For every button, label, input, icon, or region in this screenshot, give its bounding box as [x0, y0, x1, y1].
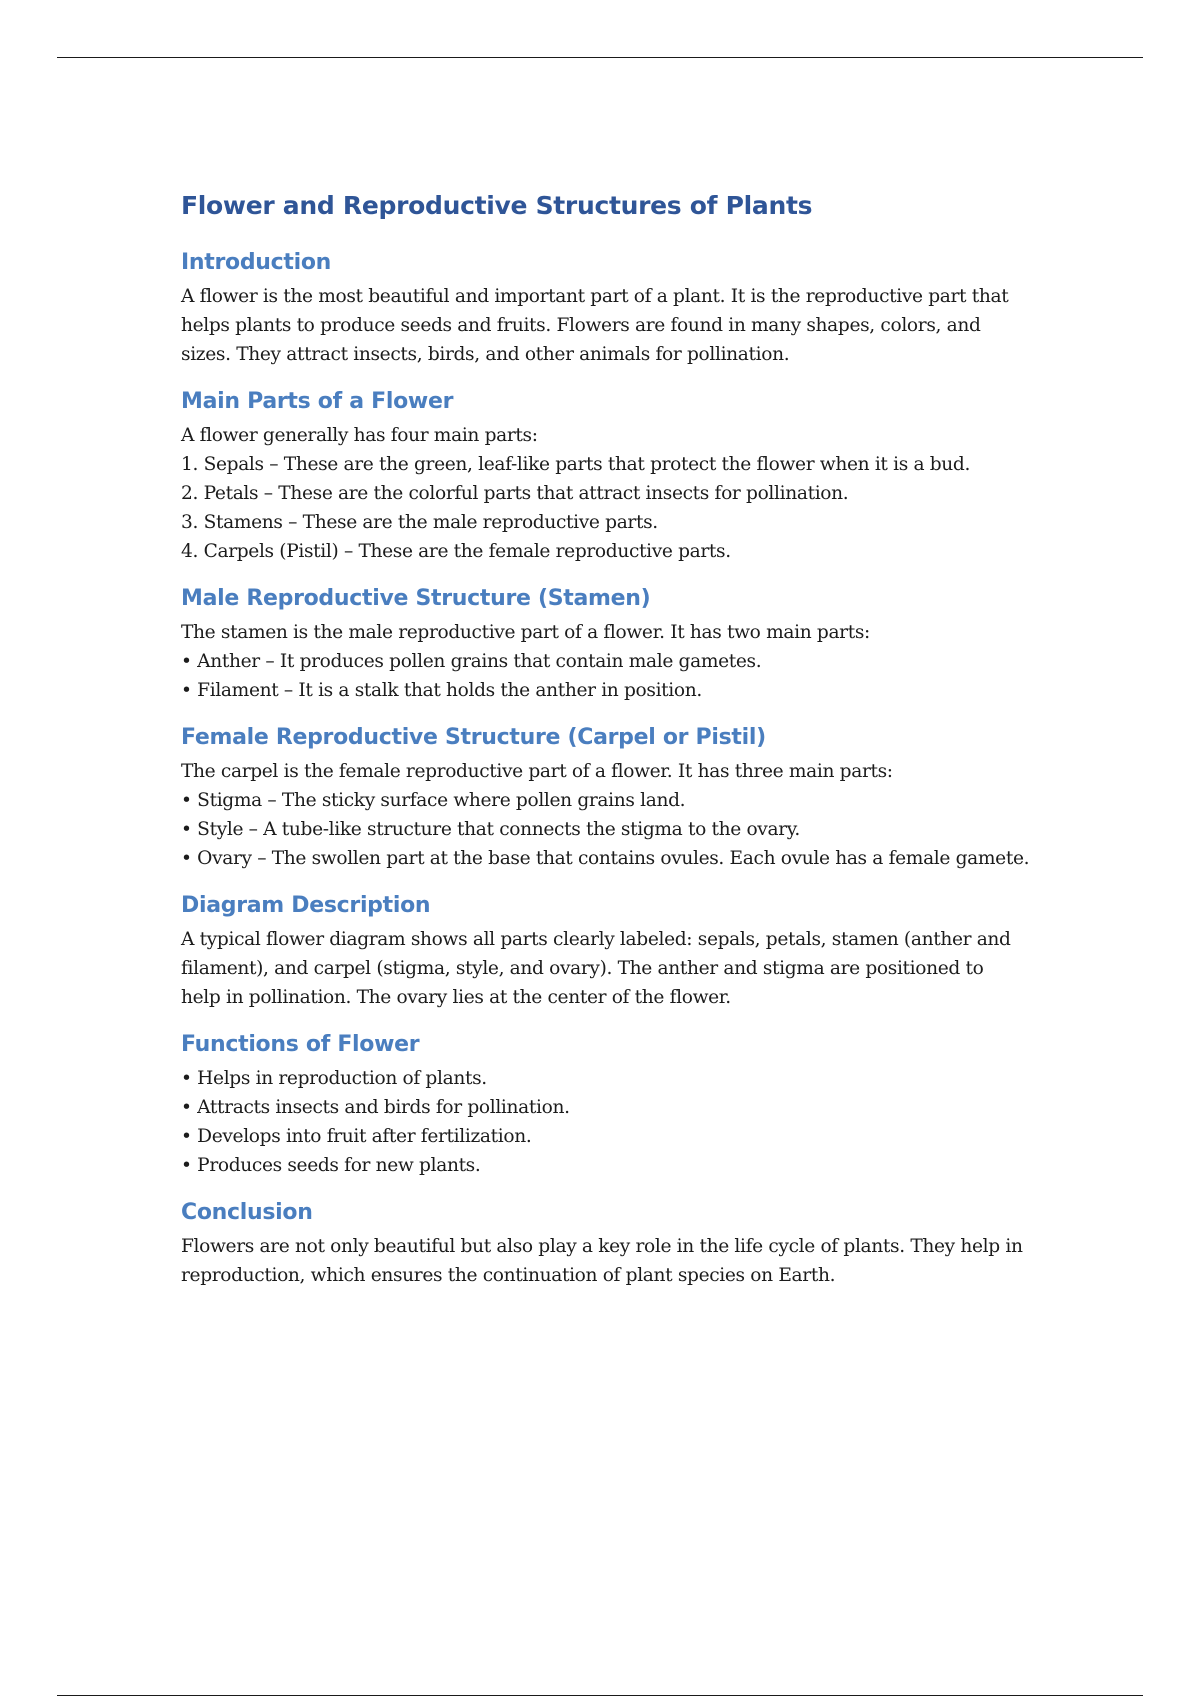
bullet-list-item: • Stigma – The sticky surface where pollen grains land. [181, 790, 686, 811]
paragraph-line: sizes. They attract insects, birds, and other animals for pollination. [181, 344, 790, 365]
bullet-list-item: • Attracts insects and birds for pollination. [181, 1097, 570, 1118]
paragraph-line: filament), and carpel (stigma, style, and ovary). The anther and stigma are positioned to [181, 958, 984, 979]
paragraph-line: helps plants to produce seeds and fruits. Flowers are found in many shapes, colors, and [181, 315, 981, 336]
list-intro: A flower generally has four main parts: [181, 425, 538, 446]
list-intro: The carpel is the female reproductive part of a flower. It has three main parts: [181, 761, 893, 782]
paragraph-line: help in pollination. The ovary lies at the center of the flower. [181, 987, 731, 1008]
section-functions [181, 1031, 1061, 1180]
header-rule [57, 57, 1143, 58]
section-introduction [181, 249, 1061, 369]
bullet-list-item: • Helps in reproduction of plants. [181, 1068, 487, 1089]
numbered-list-item: 4. Carpels (Pistil) – These are the female reproductive parts. [181, 541, 731, 562]
document-title: Flower and Reproductive Structures of Plants [181, 191, 813, 220]
section-heading: Introduction [181, 250, 332, 275]
section-diagram-description [181, 892, 1061, 1012]
bullet-list-item: • Produces seeds for new plants. [181, 1155, 481, 1176]
section-heading: Female Reproductive Structure (Carpel or Pistil) [181, 725, 766, 750]
section-main-parts [181, 388, 1061, 566]
bullet-list-item: • Anther – It produces pollen grains that contain male gametes. [181, 651, 762, 672]
section-heading: Diagram Description [181, 893, 431, 918]
bullet-list-item: • Ovary – The swollen part at the base that contains ovules. Each ovule has a female gamete. [181, 848, 1030, 869]
paragraph-line: reproduction, which ensures the continuation of plant species on Earth. [181, 1265, 836, 1286]
paragraph-line: A typical flower diagram shows all parts clearly labeled: sepals, petals, stamen (anther and [181, 929, 1011, 950]
numbered-list-item: 2. Petals – These are the colorful parts that attract insects for pollination. [181, 483, 849, 504]
bullet-list-item: • Style – A tube-like structure that connects the stigma to the ovary. [181, 819, 800, 840]
paragraph-line: Flowers are not only beautiful but also play a key role in the life cycle of plants. They help in [181, 1236, 1023, 1257]
bullet-list-item: • Develops into fruit after fertilization. [181, 1126, 532, 1147]
document-body [181, 190, 1061, 1309]
list-intro: The stamen is the male reproductive part of a flower. It has two main parts: [181, 622, 870, 643]
numbered-list-item: 3. Stamens – These are the male reproductive parts. [181, 512, 658, 533]
section-heading: Conclusion [181, 1200, 313, 1225]
section-heading: Male Reproductive Structure (Stamen) [181, 586, 651, 611]
section-female-structure [181, 724, 1061, 873]
section-conclusion [181, 1199, 1061, 1290]
footer-rule [57, 1695, 1143, 1696]
numbered-list-item: 1. Sepals – These are the green, leaf-like parts that protect the flower when it is a bud. [181, 454, 971, 475]
section-male-structure [181, 585, 1061, 705]
bullet-list-item: • Filament – It is a stalk that holds the anther in position. [181, 680, 702, 701]
paragraph-line: A flower is the most beautiful and important part of a plant. It is the reproductive part that [181, 286, 1009, 307]
section-heading: Functions of Flower [181, 1032, 420, 1057]
section-heading: Main Parts of a Flower [181, 389, 454, 414]
